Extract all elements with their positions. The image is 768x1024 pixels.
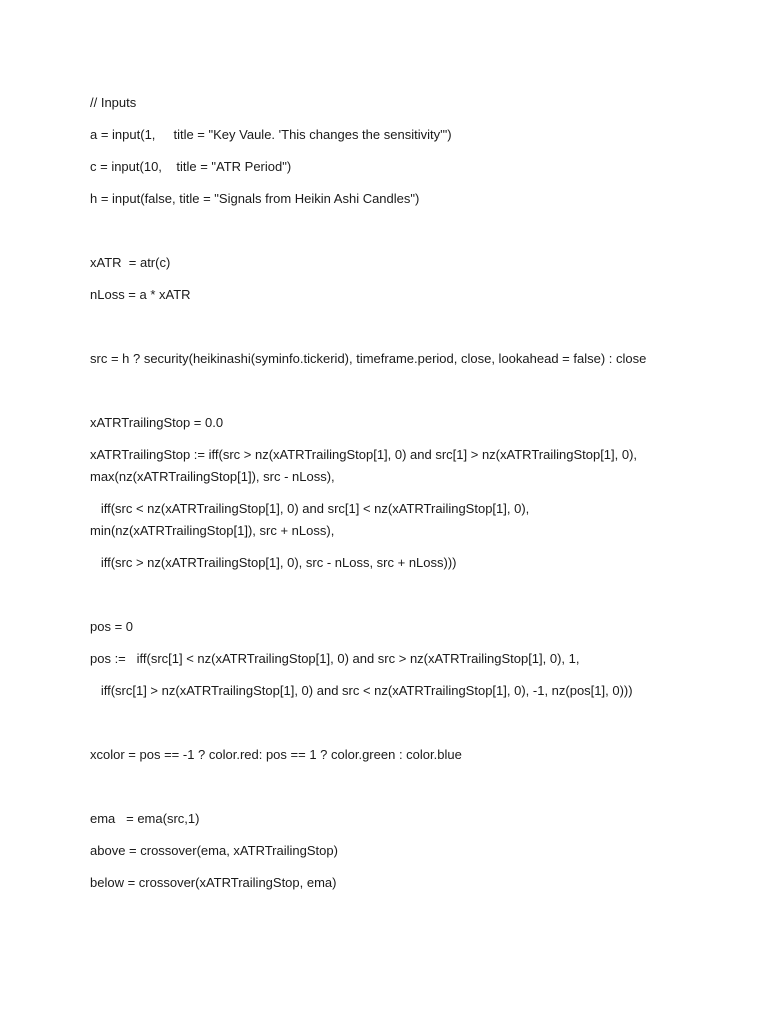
code-line-input-a: a = input(1, title = "Key Vaule. 'This changes the sensitivity'") bbox=[90, 127, 452, 142]
code-line-input-h: h = input(false, title = "Signals from Heikin Ashi Candles") bbox=[90, 191, 420, 206]
code-line-xatr: xATR = atr(c) bbox=[90, 255, 171, 270]
code-line-trailing-stop-assign-2: iff(src < nz(xATRTrailingStop[1], 0) and src[1] < nz(xATRTrailingStop[1], 0), bbox=[90, 501, 530, 516]
code-line-input-c: c = input(10, title = "ATR Period") bbox=[90, 159, 292, 174]
code-line-inputs-comment: // Inputs bbox=[90, 95, 137, 110]
code-line-below: below = crossover(xATRTrailingStop, ema) bbox=[90, 875, 337, 890]
code-line-ema: ema = ema(src,1) bbox=[90, 811, 200, 826]
code-line-trailing-stop-assign-2-cont: min(nz(xATRTrailingStop[1]), src + nLoss), bbox=[90, 523, 335, 538]
code-line-trailing-stop-init: xATRTrailingStop = 0.0 bbox=[90, 415, 224, 430]
code-line-xcolor: xcolor = pos == -1 ? color.red: pos == 1 ? color.green : color.blue bbox=[90, 747, 462, 762]
code-line-trailing-stop-assign-3: iff(src > nz(xATRTrailingStop[1], 0), src - nLoss, src + nLoss))) bbox=[90, 555, 457, 570]
code-line-trailing-stop-assign-1-cont: max(nz(xATRTrailingStop[1]), src - nLoss), bbox=[90, 469, 335, 484]
code-line-above: above = crossover(ema, xATRTrailingStop) bbox=[90, 843, 338, 858]
code-line-src: src = h ? security(heikinashi(syminfo.tickerid), timeframe.period, close, lookahead = false) : close bbox=[90, 351, 647, 366]
code-line-pos-init: pos = 0 bbox=[90, 619, 134, 634]
code-line-pos-assign-1: pos := iff(src[1] < nz(xATRTrailingStop[1], 0) and src > nz(xATRTrailingStop[1], 0), 1, bbox=[90, 651, 580, 666]
code-line-pos-assign-2: iff(src[1] > nz(xATRTrailingStop[1], 0) and src < nz(xATRTrailingStop[1], 0), -1, nz(pos[1], 0))) bbox=[90, 683, 633, 698]
code-line-trailing-stop-assign-1: xATRTrailingStop := iff(src > nz(xATRTrailingStop[1], 0) and src[1] > nz(xATRTrailingStop[1], 0), bbox=[90, 447, 638, 462]
code-line-nloss: nLoss = a * xATR bbox=[90, 287, 191, 302]
